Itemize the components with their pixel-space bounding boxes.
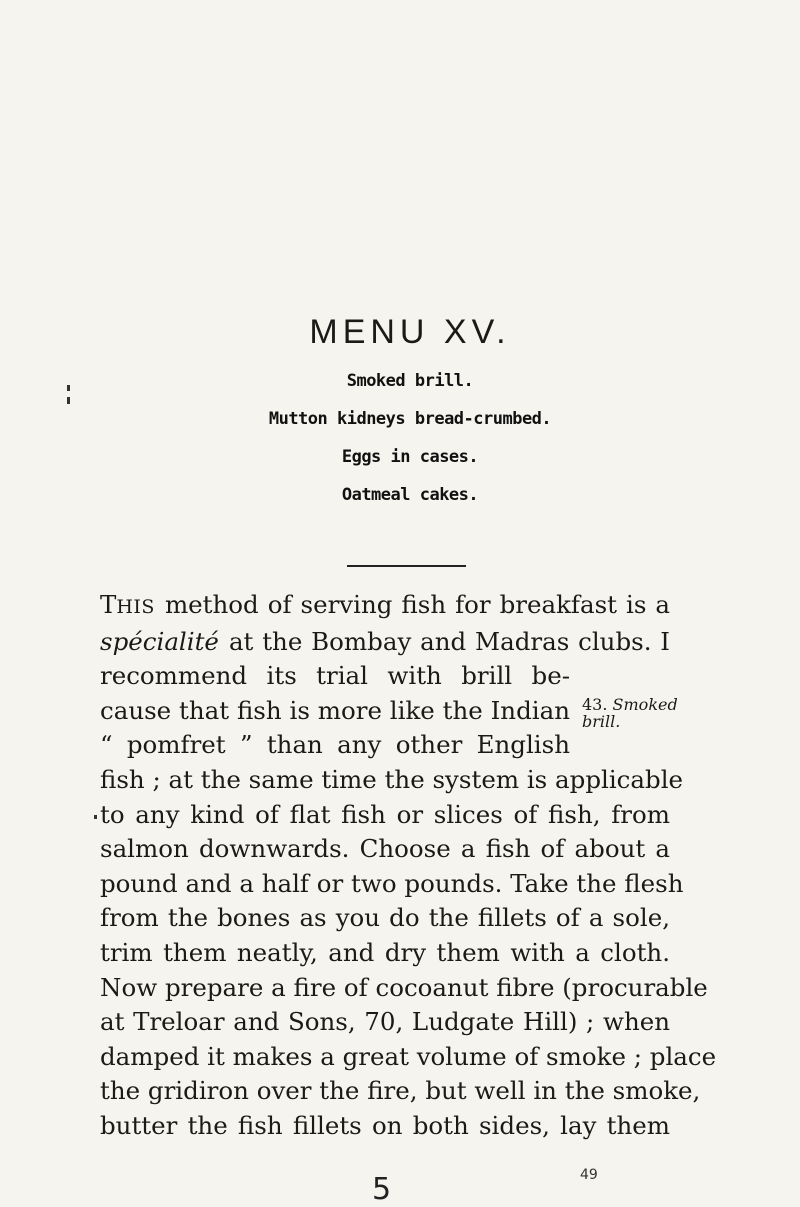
margin-note-number: 43. (582, 695, 608, 714)
text-line (100, 1005, 670, 1040)
line-text: pound and a half or two pounds. Take the flesh (100, 868, 684, 898)
text-line (100, 798, 670, 833)
drop-word-cap: T (100, 590, 117, 619)
text-line (100, 659, 570, 694)
page-number: 49 (580, 1167, 598, 1183)
drop-word-rest: HIS (116, 596, 155, 618)
line-text: cause that fish is more like the Indian (100, 695, 570, 725)
line-text: to any kind of flat fish or slices of fish, from (100, 799, 670, 829)
italic-term: spécialité (100, 626, 219, 656)
text-line (100, 694, 570, 729)
text-line (100, 763, 684, 798)
recipe-text (100, 588, 717, 1144)
section-divider (347, 565, 466, 567)
text-line (100, 1109, 670, 1144)
menu-item: Oatmeal cakes. (341, 485, 479, 505)
text-line (100, 728, 570, 763)
text-line (100, 936, 670, 971)
line-text: method of serving fish for breakfast is a (164, 590, 670, 619)
line-text: the gridiron over the fire, but well in the smoke, (100, 1076, 701, 1106)
text-line (100, 625, 670, 660)
line-text: trim them neatly, and dry them with a cloth. (100, 937, 670, 967)
ink-speck (94, 815, 97, 819)
line-text: salmon downwards. Choose a fish of about a (100, 834, 670, 864)
menu-item: Eggs in cases. (341, 447, 479, 467)
margin-note-title: Smoked (612, 695, 678, 714)
line-text: butter the fish fillets on both sides, lay them (100, 1110, 670, 1140)
text-line (100, 588, 670, 625)
line-text: from the bones as you do the fillets of a sole, (100, 903, 670, 933)
menu-heading: MENU XV. (309, 313, 511, 351)
line-text: at Treloar and Sons, 70, Ludgate Hill) ; when (100, 1007, 670, 1037)
line-text: at the Bombay and Madras clubs. I (228, 626, 670, 656)
signature-mark: 5 (372, 1172, 392, 1207)
text-line (100, 867, 684, 902)
line-text: recommend its trial with brill be- (100, 661, 570, 691)
menu-item: Mutton kidneys bread-crumbed. (268, 409, 552, 429)
margin-note (582, 696, 692, 730)
text-line (100, 832, 670, 867)
line-text: damped it makes a great volume of smoke ; place (100, 1041, 717, 1071)
margin-note-title-cont: brill. (582, 712, 621, 731)
line-text: “ pomfret ” than any other English (100, 730, 570, 760)
line-text: fish ; at the same time the system is applicable (100, 764, 684, 794)
text-line (100, 1074, 701, 1109)
menu-list (0, 362, 800, 514)
text-line (100, 901, 670, 936)
text-line (100, 1040, 717, 1075)
line-text: Now prepare a fire of cocoanut fibre (procurable (100, 972, 708, 1002)
menu-item: Smoked brill. (346, 371, 474, 391)
text-line (100, 971, 708, 1006)
